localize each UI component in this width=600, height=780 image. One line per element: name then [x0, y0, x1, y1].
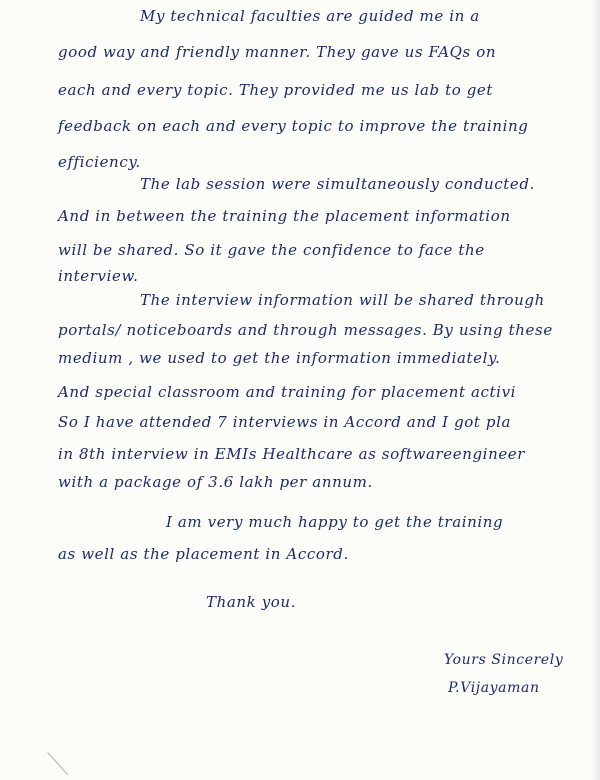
letter-line-17: I am very much happy to get the training	[166, 513, 504, 531]
letter-line-10: The interview information will be shared through	[140, 291, 545, 309]
letter-line-7: And in between the training the placement information	[58, 207, 511, 225]
letter-line-2: good way and friendly manner. They gave us FAQs on	[58, 43, 497, 61]
letter-line-16: with a package of 3.6 lakh per annum.	[58, 473, 373, 491]
letter-line-3: each and every topic. They provided me us lab to get	[58, 81, 494, 99]
closing-salutation: Yours Sincerely	[444, 652, 564, 668]
letter-line-8: will be shared. So it gave the confidence to face the	[58, 241, 485, 259]
letter-line-13: And special classroom and training for placement activi	[58, 383, 517, 401]
scan-mark	[47, 752, 68, 775]
letter-line-6: The lab session were simultaneously conducted.	[140, 175, 535, 193]
letter-line-19: Thank you.	[206, 593, 297, 611]
letter-line-12: medium , we used to get the information immediately.	[58, 349, 501, 367]
letter-line-5: efficiency.	[58, 153, 141, 171]
letter-line-14: So I have attended 7 interviews in Accord and I got pla	[58, 413, 512, 431]
signature-name: P.Vijayaman	[448, 680, 540, 696]
letter-line-9: interview.	[58, 267, 139, 285]
page-edge-shadow	[592, 0, 600, 780]
letter-line-11: portals/ noticeboards and through messages. By using these	[58, 321, 553, 339]
letter-line-18: as well as the placement in Accord.	[58, 545, 349, 563]
letter-line-1: My technical faculties are guided me in a	[140, 7, 480, 25]
letter-line-4: feedback on each and every topic to improve the training	[58, 117, 529, 135]
letter-line-15: in 8th interview in EMIs Healthcare as softwareengineer	[58, 445, 526, 463]
